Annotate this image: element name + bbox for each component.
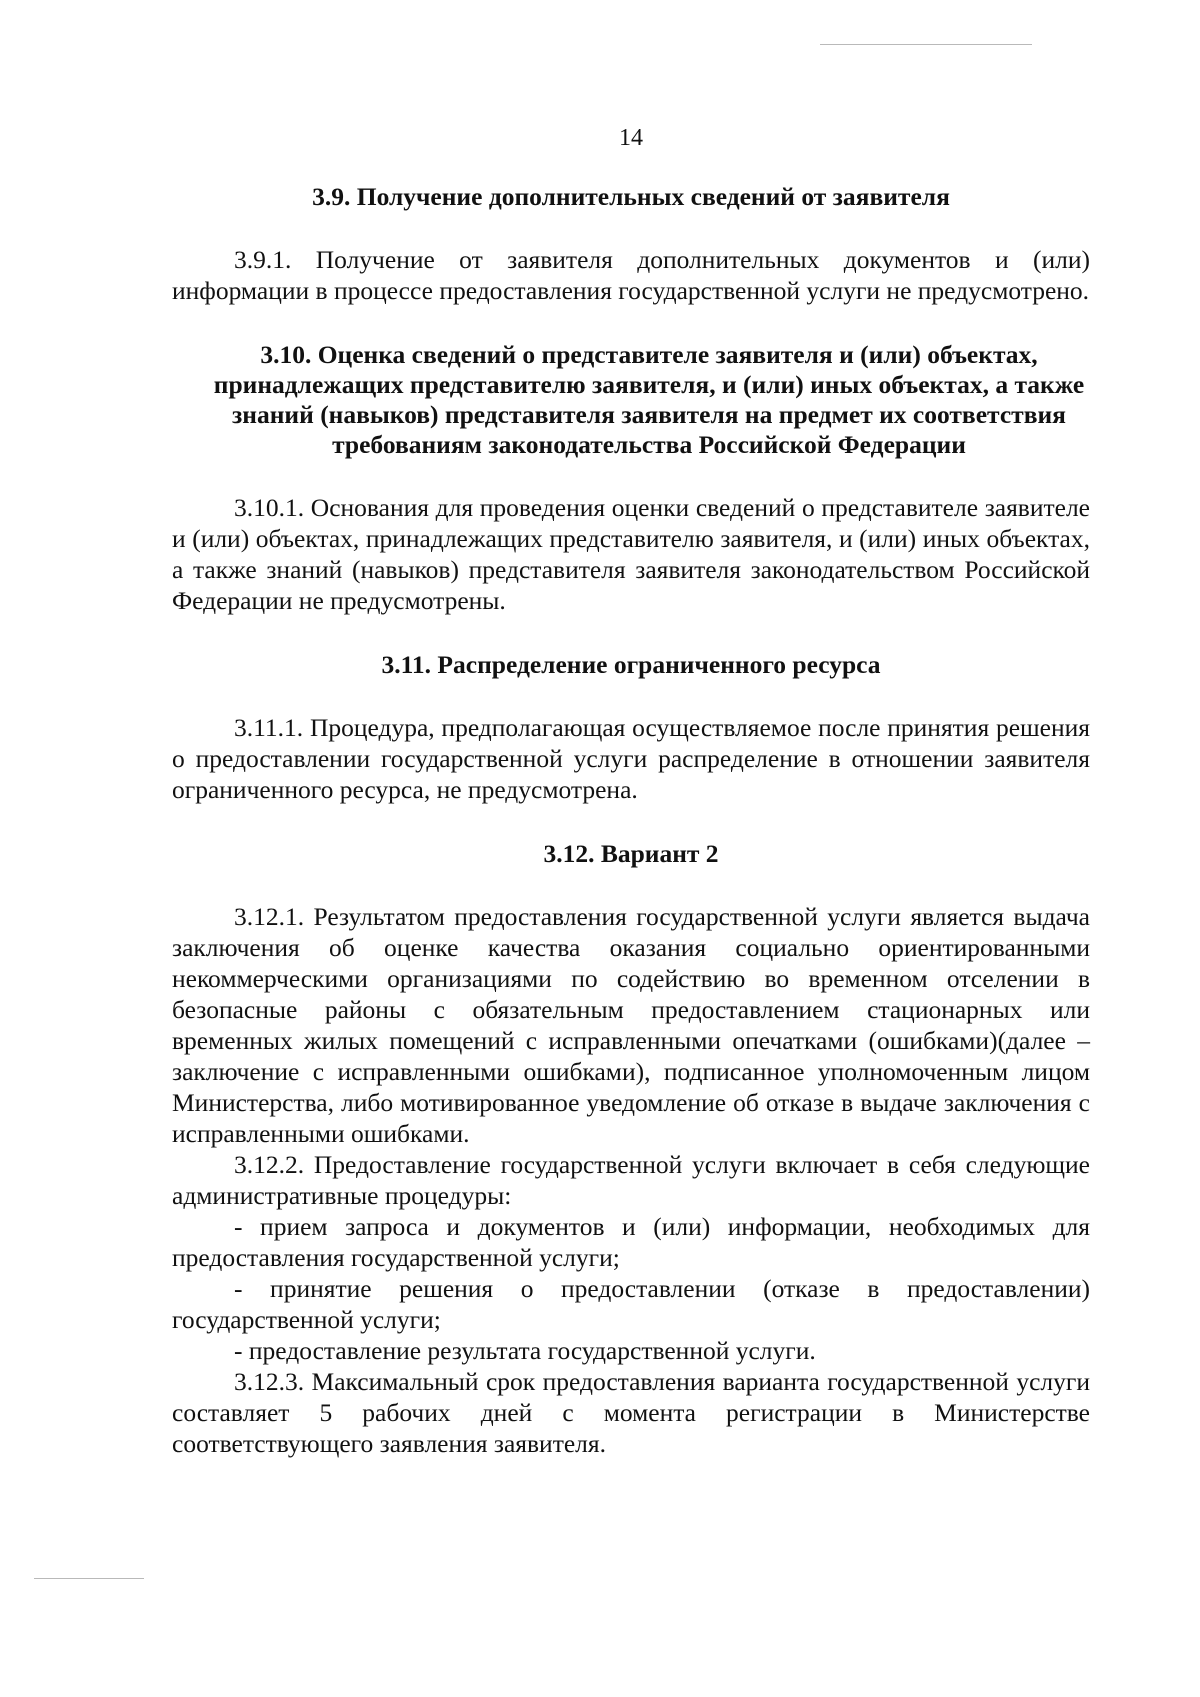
scan-artifact-line-bottom xyxy=(34,1578,144,1579)
paragraph-3-12-2: 3.12.2. Предоставление государственной услуги включает в себя следующие административные процедуры: xyxy=(172,1150,1090,1210)
paragraph-3-11-1: 3.11.1. Процедура, предполагающая осуществляемое после принятия решения о предоставлении государственной услуги распределение в отношении заявителя ограниченного ресурса, не предусмотрена. xyxy=(172,713,1090,804)
list-item: - прием запроса и документов и (или) информации, необходимых для предоставления государственной услуги; xyxy=(172,1212,1090,1272)
list-item: - предоставление результата государственной услуги. xyxy=(234,1336,816,1365)
list-item: - принятие решения о предоставлении (отказе в предоставлении) государственной услуги; xyxy=(172,1274,1090,1334)
section-heading-3-9: 3.9. Получение дополнительных сведений от заявителя xyxy=(312,182,950,211)
paragraph-3-10-1: 3.10.1. Основания для проведения оценки сведений о представителе заявителе и (или) объектах, принадлежащих представителю заявителя, и (или) иных объектах, а также знаний (навыков) представителя заявителя законодательством Российской Федерации не предусмотрены. xyxy=(172,493,1090,615)
paragraph-3-9-1: 3.9.1. Получение от заявителя дополнительных документов и (или) информации в процессе предоставления государственной услуги не предусмотрено. xyxy=(172,245,1090,305)
scan-artifact-line-top xyxy=(820,44,1032,45)
section-heading-3-11: 3.11. Распределение ограниченного ресурса xyxy=(381,650,881,679)
paragraph-3-12-1: 3.12.1. Результатом предоставления государственной услуги является выдача заключения об оценке качества оказания социально ориентированными некоммерческими организациями по содействию во временном отселении в безопасные районы с обязательным предоставлением стационарных или временных жилых помещений с исправленными опечатками (ошибками)(далее – заключение с исправленными ошибками), подписанное уполномоченным лицом Министерства, либо мотивированное уведомление об отказе в выдаче заключения с исправленными ошибками. xyxy=(172,902,1090,1148)
section-heading-3-10: 3.10. Оценка сведений о представителе заявителя и (или) объектах, принадлежащих представителю заявителя, и (или) иных объектах, а также знаний (навыков) представителя заявителя на предмет их соответствия требованиям законодательства Российской Федерации xyxy=(213,340,1085,459)
page-number: 14 xyxy=(619,125,643,151)
document-body xyxy=(172,182,1090,1459)
paragraph-3-12-3: 3.12.3. Максимальный срок предоставления варианта государственной услуги составляет 5 рабочих дней с момента регистрации в Министерстве соответствующего заявления заявителя. xyxy=(172,1367,1090,1458)
section-heading-3-12: 3.12. Вариант 2 xyxy=(543,839,719,868)
